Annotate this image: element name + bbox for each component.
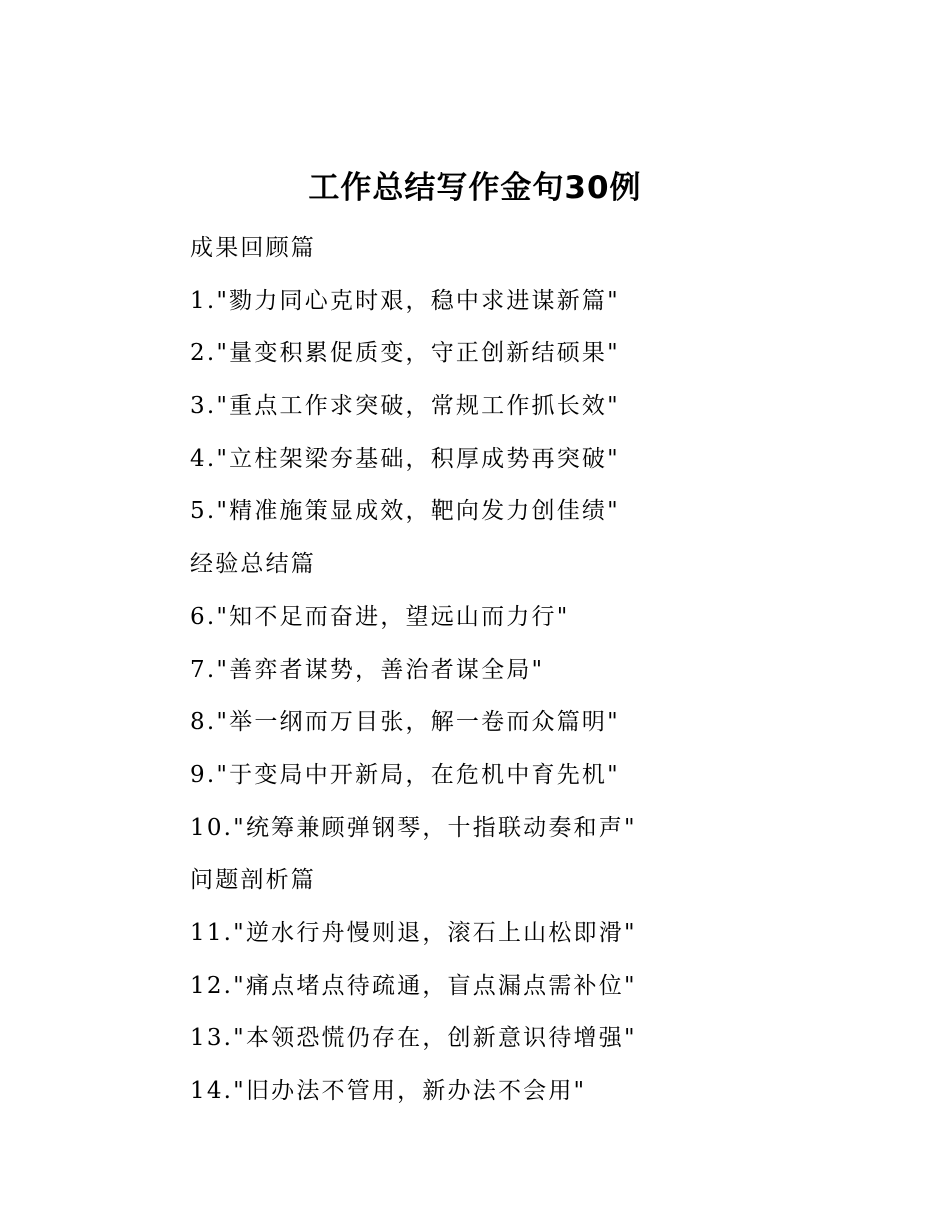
quote-line: 4."立柱架梁夯基础，积厚成势再突破" bbox=[190, 445, 620, 472]
quote-line: 8."举一纲而万目张，解一卷而众篇明" bbox=[190, 709, 620, 736]
section-heading: 经验总结篇 bbox=[190, 551, 316, 578]
quote-line: 10."统筹兼顾弹钢琴，十指联动奏和声" bbox=[190, 814, 637, 841]
quote-line: 12."痛点堵点待疏通，盲点漏点需补位" bbox=[190, 972, 637, 999]
quote-line: 7."善弈者谋势，善治者谋全局" bbox=[190, 656, 545, 683]
document-body bbox=[190, 222, 830, 1118]
quote-line: 6."知不足而奋进，望远山而力行" bbox=[190, 603, 570, 630]
quote-line: 9."于变局中开新局，在危机中育先机" bbox=[190, 761, 620, 788]
quote-line: 14."旧办法不管用，新办法不会用" bbox=[190, 1078, 587, 1104]
quote-line: 2."量变积累促质变，守正创新结硕果" bbox=[190, 340, 620, 367]
quote-line: 1."勠力同心克时艰，稳中求进谋新篇" bbox=[190, 287, 620, 314]
quote-line: 13."本领恐慌仍存在，创新意识待增强" bbox=[190, 1025, 637, 1052]
quote-line: 3."重点工作求突破，常规工作抓长效" bbox=[190, 393, 620, 420]
document-title: 工作总结写作金句30例 bbox=[308, 170, 642, 206]
section-heading: 成果回顾篇 bbox=[190, 235, 316, 261]
quote-line: 11."逆水行舟慢则退，滚石上山松即滑" bbox=[190, 919, 637, 946]
quote-line: 5."精准施策显成效，靶向发力创佳绩" bbox=[190, 498, 620, 525]
section-heading: 问题剖析篇 bbox=[190, 867, 316, 894]
